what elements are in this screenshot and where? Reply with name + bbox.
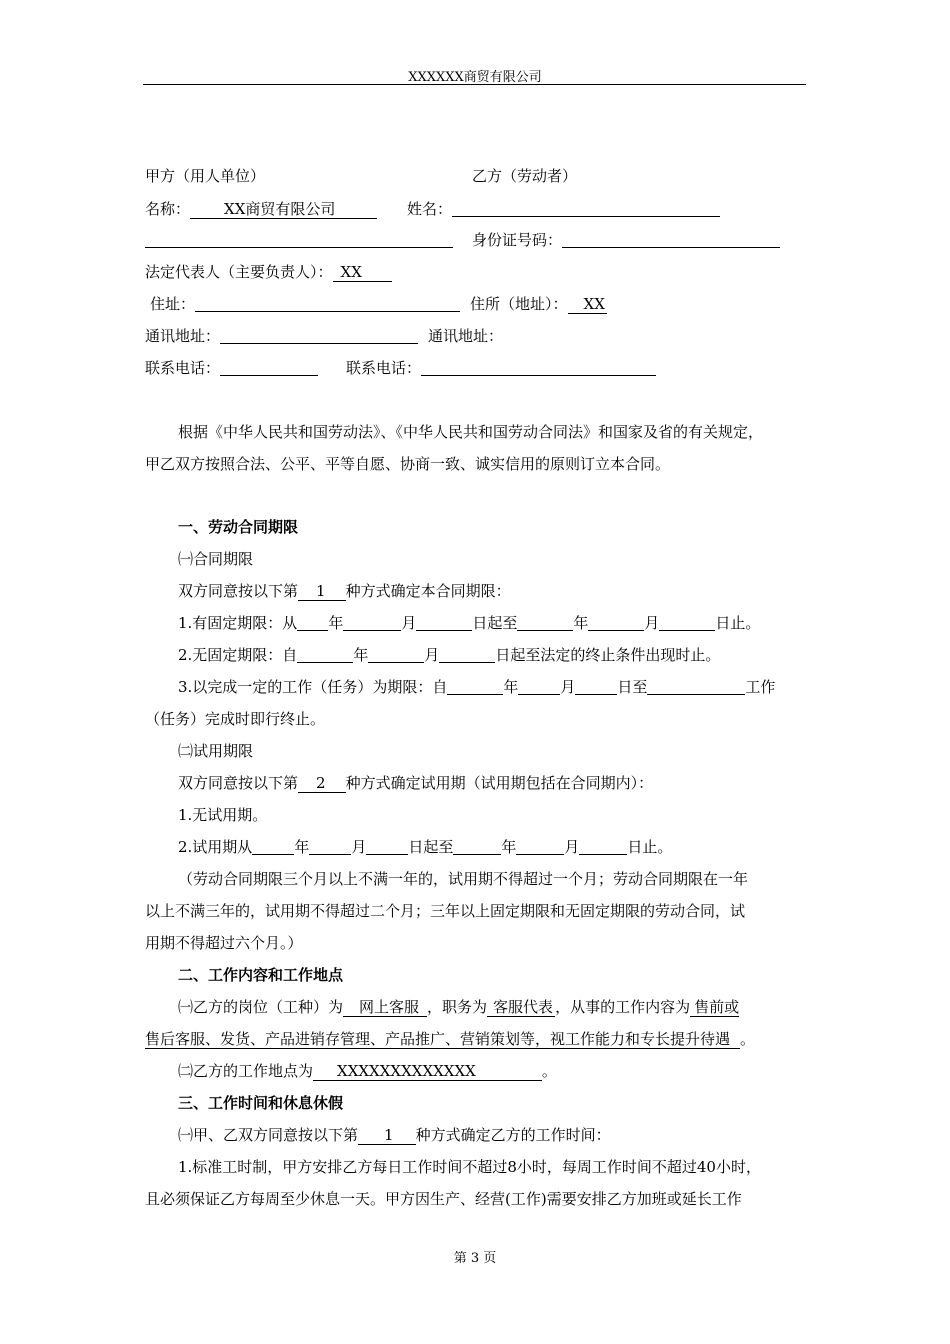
day-end-label: 日止。 [715,614,761,632]
trial-option-2 [178,837,672,857]
blank [439,645,495,663]
content-value-1: 售前或 [690,998,739,1017]
content-line-2 [145,1029,755,1049]
location-line [178,1061,557,1081]
mail-a-row [145,326,418,346]
phone-a-label: 联系电话： [145,359,221,377]
choice-suffix: 种方式确定本合同期限： [345,582,511,600]
page-number: 第 3 页 [453,1251,497,1266]
person-name-label: 姓名： [407,200,453,218]
address-label: 住址： [150,295,196,313]
work-time-choice [178,1125,611,1145]
open-prefix: 2.无固定期限：自 [178,646,298,664]
phone-a-field [220,358,318,376]
blank [343,613,401,631]
work-time-prefix: ㈠甲、乙双方同意按以下第 [178,1126,359,1144]
residence-row [470,294,607,314]
task-term-line [178,677,775,697]
month-label: 月 [564,838,580,856]
page-header: XXXXXX商贸有限公司 [408,70,542,85]
intro-line-2: 甲乙双方按照合法、公平、平等自愿、协商一致、诚实信用的原则订立本合同。 [145,455,671,473]
year-label: 年 [328,614,344,632]
year-label: 年 [501,838,517,856]
company-extra-line [145,230,453,250]
blank [575,677,617,695]
duty-prefix: ，职务为 [427,998,488,1016]
intro-line-1: 根据《中华人民共和国劳动法》、《中华人民共和国劳动合同法》和国家及省的有关规定， [178,423,764,441]
trial-choice [178,773,653,793]
blank [647,677,745,695]
legal-rep-row [145,262,392,282]
mail-a-label: 通讯地址： [145,327,221,345]
year-label: 年 [573,614,589,632]
phone-b-field [421,358,656,376]
phone-a-row [145,358,318,378]
company-name-field: XX商贸有限公司 [190,200,377,219]
trial-option-1: 1.无试用期。 [178,806,268,824]
trial-note-3: 用期不得超过六个月。） [145,934,303,952]
content-value-2: 售后客服、发货、产品进销存管理、产品推广、营销策划等，视工作能力和专长提升待遇 [145,1030,740,1049]
blank [368,645,424,663]
id-field [562,230,780,248]
trial-suffix: 种方式确定试用期（试用期包括在合同期内）： [345,774,654,792]
blank [309,837,351,855]
position-line [178,997,739,1017]
trial-note-1: （劳动合同期限三个月以上不满一年的，试用期不得超过一个月；劳动合同期限在一年 [178,870,749,888]
blank [252,837,294,855]
legal-rep-field: XX [333,263,392,282]
mail-a-field [220,326,418,344]
name-label: 名称： [145,200,191,218]
month-label: 月 [644,614,660,632]
trial-note-2: 以上不满三年的，试用期不得超过二个月；三年以上固定期限和无固定期限的劳动合同，试 [145,902,746,920]
residence-field: XX [568,295,607,314]
section-1-sub-1: ㈠合同期限 [178,550,254,568]
id-label: 身份证号码： [472,231,563,249]
blank [516,837,564,855]
blank [297,613,328,631]
blank-line [145,230,453,248]
day-to-label: 日至 [617,678,648,696]
mail-b-label: 通讯地址： [428,327,504,345]
blank [517,613,573,631]
work-time-suffix: 种方式确定乙方的工作时间： [415,1126,611,1144]
open-suffix: 日起至法定的终止条件出现时止。 [495,646,721,664]
standard-hours-line-2: 且必须保证乙方每周至少休息一天。甲方因生产、经营(工作)需要安排乙方加班或延长工作 [145,1190,742,1208]
day-from-label: 日起至 [472,614,518,632]
day-from-label: 日起至 [408,838,454,856]
standard-hours-line-1: 1.标准工时制，甲方安排乙方每日工作时间不超过8小时，每周工作时间不超过40小时， [178,1158,761,1176]
open-term-line [178,645,720,665]
blank [416,613,472,631]
contract-term-choice [178,581,511,601]
id-row [472,230,780,250]
blank [366,837,408,855]
year-label: 年 [353,646,369,664]
work-time-value: 1 [358,1126,416,1145]
trial-prefix: 双方同意按以下第 [178,774,299,792]
phone-b-row [346,358,656,378]
content-prefix: ，从事的工作内容为 [555,998,691,1016]
task-prefix: 3.以完成一定的工作（任务）为期限：自 [178,678,448,696]
trial-value: 2 [298,774,346,793]
person-name-row [407,199,720,219]
address-field [195,294,460,312]
month-label: 月 [351,838,367,856]
month-label: 月 [424,646,440,664]
position-prefix: ㈠乙方的岗位（工种）为 [178,998,344,1016]
person-name-field [452,199,720,217]
blank [453,837,501,855]
phone-b-label: 联系电话： [346,359,422,377]
location-end: 。 [541,1062,557,1080]
section-2-title: 二、工作内容和工作地点 [178,966,344,984]
content-end: 。 [740,1030,756,1048]
duty-value: 客服代表 [487,998,555,1017]
blank [297,645,353,663]
header-rule [143,84,806,85]
company-name-row [145,199,377,219]
choice-value: 1 [298,582,346,601]
trial2-prefix: 2.试用期从 [178,838,253,856]
party-a-label: 甲方（用人单位） [145,167,266,185]
blank [518,677,560,695]
month-label: 月 [401,614,417,632]
work-label: 工作 [745,678,776,696]
task-term-line-2: （任务）完成时即行终止。 [145,710,326,728]
section-3-title: 三、工作时间和休息休假 [178,1094,344,1112]
year-label: 年 [294,838,310,856]
residence-label: 住所（地址）： [470,295,568,313]
year-label: 年 [503,678,519,696]
fixed-term-line [178,613,760,633]
choice-prefix: 双方同意按以下第 [178,582,299,600]
month-label: 月 [560,678,576,696]
blank [579,837,627,855]
blank [588,613,644,631]
location-prefix: ㈡乙方的工作地点为 [178,1062,314,1080]
position-value: 网上客服 [343,998,427,1017]
legal-rep-label: 法定代表人（主要负责人）： [145,263,333,281]
blank [447,677,503,695]
address-row [150,294,460,314]
party-b-label: 乙方（劳动者） [472,167,578,185]
fixed-prefix: 1.有固定期限：从 [178,614,298,632]
location-value: XXXXXXXXXXXXX [313,1062,542,1081]
day-end-label: 日止。 [627,838,673,856]
section-1-title: 一、劳动合同期限 [178,518,299,536]
section-1-sub-2: ㈡试用期限 [178,742,254,760]
blank [659,613,715,631]
